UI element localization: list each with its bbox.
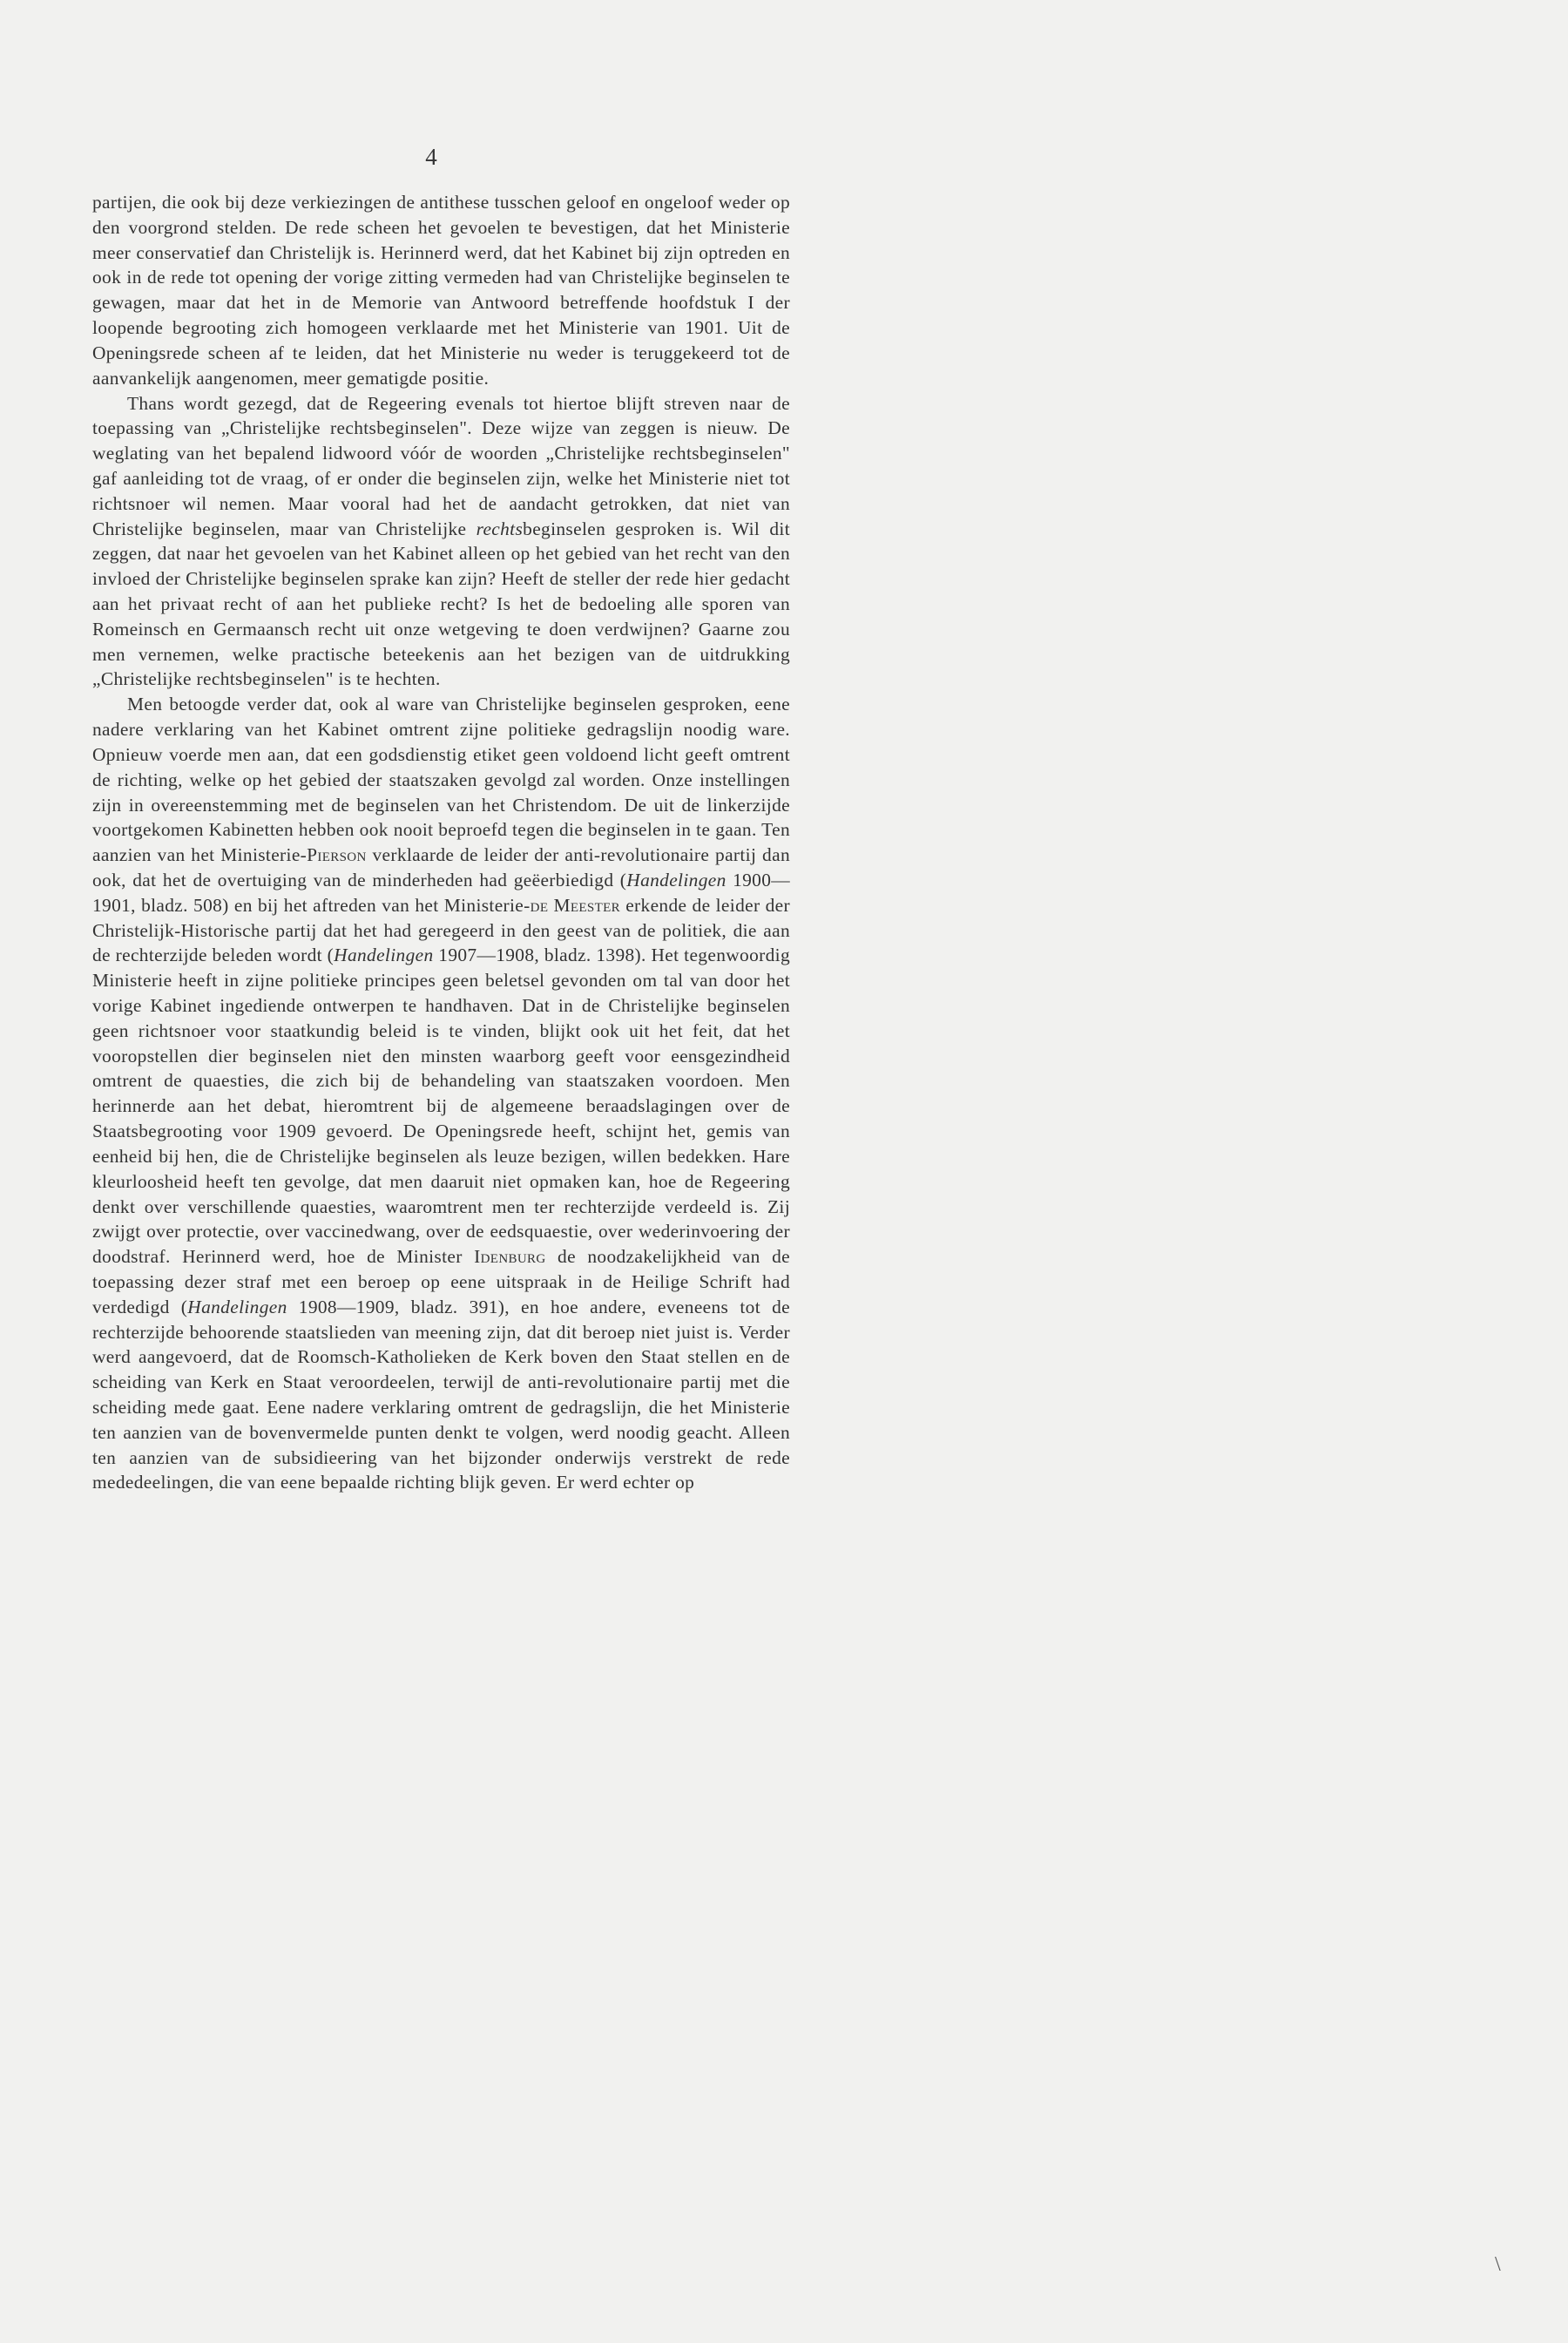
body-paragraph — [92, 692, 790, 1495]
text-run: erkende de leider der Christelijk-Historische partij dat het had geregeerd in den geest van de politiek, die aan de rechterzijde beleden wordt ( — [92, 894, 790, 966]
text-run: verklaarde de leider der anti-revolutionaire partij dan ook, dat het de overtuiging van de minderheden had geëerbiedigd ( — [92, 844, 790, 890]
small-caps-name: de Meester — [530, 894, 621, 916]
page-number: 4 — [425, 144, 437, 170]
text-run: 1907—1908, bladz. 1398). Het tegenwoordig Ministerie heeft in zijne politieke principes geen beletsel gevonden om tal van door het vorige Kabinet ingediende ontwerpen te handhaven. Dat in de Christelijke beginselen geen richtsnoer voor staatkundig beleid is te vinden, blijkt ook uit het feit, dat het vooropstellen dier beginselen niet den minsten waarborg geeft voor eensgezindheid omtrent de quaesties, die zich bij de behandeling van staatszaken voordoen. Men herinnerde aan het debat, hieromtrent bij de algemeene beraadslagingen over de Staatsbegrooting voor 1909 gevoerd. De Openingsrede heeft, schijnt het, gemis van eenheid bij hen, die de Christelijke beginselen als leuze bezigen, willen bedekken. Hare kleurloosheid heeft ten gevolge, dat men daaruit niet opmaken kan, hoe de Regeering denkt over verschillende quaesties, waaromtrent men ter rechterzijde verdeeld is. Zij zwijgt over protectie, over vaccinedwang, over de eedsquaestie, over wederinvoering der doodstraf. Herinnerd werd, hoe de Minister — [92, 945, 790, 1268]
italic-citation: Handelingen — [334, 945, 434, 966]
body-paragraph — [92, 190, 790, 391]
body-text-column — [92, 190, 790, 1495]
text-run: partijen, die ook bij deze verkiezingen de antithese tusschen geloof en ongeloof weder op den voorgrond stelden. De rede scheen het gevoelen te bevestigen, dat het Ministerie meer conservatief dan Christelijk is. Herinnerd werd, dat het Kabinet bij zijn optreden en ook in de rede tot opening der vorige zitting vermeden had van Christelijke beginselen te gewagen, maar dat het in de Memorie van Antwoord betreffende hoofdstuk I der loopende begrooting zich homogeen verklaarde met het Ministerie van 1901. Uit de Openingsrede scheen af te leiden, dat het Ministerie nu weder is teruggekeerd tot de aanvankelijk aangenomen, meer gematigde positie. — [92, 192, 790, 389]
italic-citation: Handelingen — [626, 869, 727, 890]
text-run: Men betoogde verder dat, ook al ware van Christelijke beginselen gesproken, eene nadere verklaring van het Kabinet omtrent zijne politieke gedragslijn noodig ware. Opnieuw voerde men aan, dat een godsdienstig etiket geen voldoend licht geeft omtrent de richting, welke op het gebied der staatszaken gevolgd zal worden. Onze instellingen zijn in overeenstemming met de beginselen van het Christendom. De uit de linkerzijde voortgekomen Kabinetten hebben ook nooit beproefd tegen die beginselen in te gaan. Ten aanzien van het Ministerie- — [92, 694, 790, 866]
margin-mark: \ — [1495, 2253, 1501, 2276]
italic-citation: Handelingen — [187, 1296, 287, 1317]
text-run: 1908—1909, bladz. 391), en hoe andere, eveneens tot de rechterzijde behoorende staatslieden van meening zijn, dat dit beroep niet juist is. Verder werd aangevoerd, dat de Roomsch-Katholieken de Kerk boven den Staat stellen en de scheiding van Kerk en Staat veroordeelen, terwijl de anti-revolutionaire partij met die scheiding mede gaat. Eene nadere verklaring omtrent de gedragslijn, die het Ministerie ten aanzien van de bovenvermelde punten denkt te volgen, werd noodig geacht. Alleen ten aanzien van de subsidieering van het bijzonder onderwijs verstrekt de rede mededeelingen, die van eene bepaalde richting blijk geven. Er werd echter op — [92, 1296, 791, 1493]
small-caps-name: Pierson — [307, 844, 367, 866]
italic-citation: rechts — [476, 518, 524, 539]
small-caps-name: Idenburg — [474, 1246, 546, 1268]
text-run: Thans wordt gezegd, dat de Regeering evenals tot hiertoe blijft streven naar de toepassing van „Christelijke rechtsbeginselen". Deze wijze van zeggen is nieuw. De weglating van het bepalend lidwoord vóór de woorden „Christelijke rechtsbeginselen" gaf aanleiding tot de vraag, of er onder die beginselen zijn, welke het Ministerie niet tot richtsnoer wil nemen. Maar vooral had het de aandacht getrokken, dat niet van Christelijke beginselen, maar van Christelijke — [92, 392, 790, 539]
text-run: beginselen gesproken is. Wil dit zeggen, dat naar het gevoelen van het Kabinet alleen op het gebied van het recht van den invloed der Christelijke beginselen sprake kan zijn? Heeft de steller der rede hier gedacht aan het privaat recht of aan het publieke recht? Is het de bedoeling alle sporen van Romeinsch en Germaansch recht uit onze wetgeving te doen verdwijnen? Gaarne zou men vernemen, welke practische beteekenis aan het bezigen van de uitdrukking „Christelijke rechtsbeginselen" is te hechten. — [92, 518, 790, 690]
body-paragraph — [92, 391, 790, 693]
text-run: 1900—1901, bladz. 508) en bij het aftreden van het Ministerie- — [92, 869, 790, 916]
text-run: de noodzakelijkheid van de toepassing dezer straf met een beroep op eene uitspraak in de Heilige Schrift had verdedigd ( — [92, 1246, 791, 1317]
